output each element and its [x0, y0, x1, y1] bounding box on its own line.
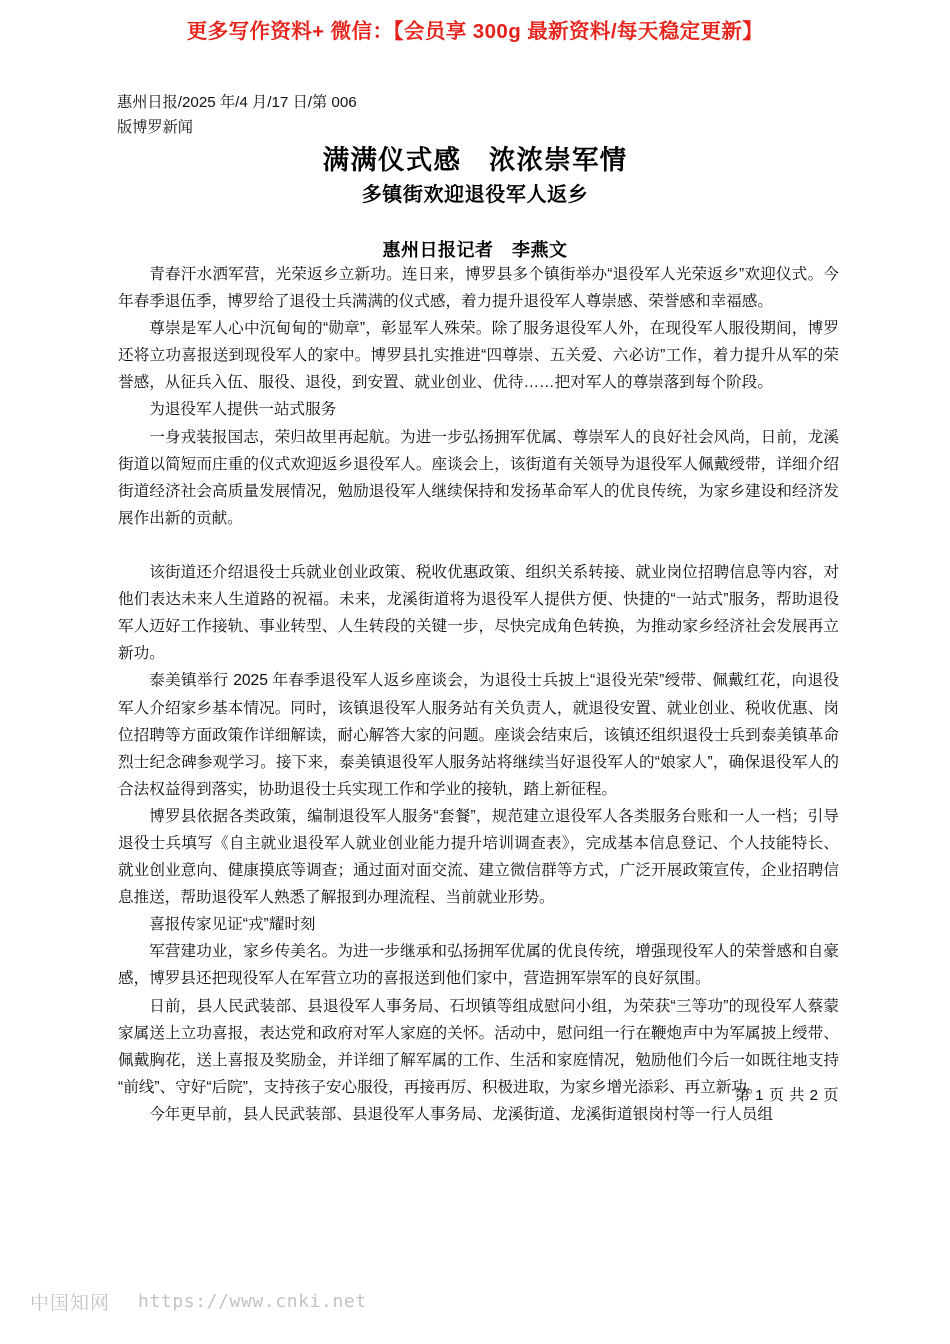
paragraph: 泰美镇举行 2025 年春季退役军人返乡座谈会，为退役士兵披上“退役光荣”绶带、佩戴红花，向退役军人介绍家乡基本情况。同时，该镇退役军人服务站有关负责人，就退役安置、就业创业、税收优惠、岗位招聘等方面政策作详细解读，耐心解答大家的问题。座谈会结束后，该镇还组织退役士兵到泰美镇革命烈士纪念碑参观学习。接下来，泰美镇退役军人服务站将继续当好退役军人的“娘家人”，确保退役军人的合法权益得到落实，协助退役士兵实现工作和学业的接轨，踏上新征程。 [118, 672, 839, 798]
paragraph: 尊崇是军人心中沉甸甸的“勋章”，彰显军人殊荣。除了服务退役军人外，在现役军人服役期间，博罗还将立功喜报送到现役军人的家中。博罗县扎实推进“四尊崇、五关爱、六必访”工作，着力提升从军的荣誉感，从征兵入伍、服役、退役，到安置、就业创业、优待……把对军人的尊崇落到每个阶段。 [118, 320, 839, 392]
page-number-footer: 第 1 页 共 2 页 [734, 1087, 839, 1104]
masthead [117, 90, 717, 140]
section-subheading: 为退役军人提供一站式服务 [149, 401, 337, 419]
section-subheading: 喜报传家见证“戎”耀时刻 [149, 916, 316, 934]
paragraph: 博罗县依据各类政策，编制退役军人服务“套餐”，规范建立退役军人各类服务台账和一人一档；引导退役士兵填写《自主就业退役军人就业创业能力提升培训调查表》，完成基本信息登记、个人技能特长、就业创业意向、健康摸底等调查；通过面对面交流、建立微信群等方式，广泛开展政策宣传，企业招聘信息推送，帮助退役军人熟悉了解报到办理流程、当前就业形势。 [118, 807, 839, 907]
masthead-line-1: 惠州日报/2025 年/4 月/17 日/第 006 [117, 94, 357, 111]
masthead-line-2: 版博罗新闻 [117, 119, 193, 136]
cnki-url-text: https://www.cnki.net [138, 1291, 367, 1312]
paragraph: 一身戎装报国志，荣归故里再起航。为进一步弘扬拥军优属、尊崇军人的良好社会风尚，日前，龙溪街道以简短而庄重的仪式欢迎返乡退役军人。座谈会上，该街道有关领导为退役军人佩戴绶带，详细介绍街道经济社会高质量发展情况，勉励退役军人继续保持和发扬革命军人的优良传统，为家乡建设和经济发展作出新的贡献。 [118, 428, 839, 527]
paragraph: 今年更早前，县人民武装部、县退役军人事务局、龙溪街道、龙溪街道银岗村等一行人员组 [149, 1105, 773, 1123]
paragraph: 军营建功业，家乡传美名。为进一步继承和弘扬拥军优属的优良传统，增强现役军人的荣誉感和自豪感，博罗县还把现役军人在军营立功的喜报送到他们家中，营造拥军崇军的良好氛围。 [118, 943, 839, 988]
paragraph: 日前，县人民武装部、县退役军人事务局、石坝镇等组成慰问小组，为荣获“三等功”的现役军人蔡蒙家属送上立功喜报，表达党和政府对军人家庭的关怀。活动中，慰问组一行在鞭炮声中为军属披上绶带、佩戴胸花，送上喜报及奖励金，并详细了解军属的工作、生活和家庭情况，勉励他们今后一如既往地支持“前线”、守好“后院”，支持孩子安心服役，再接再厉、积极进取，为家乡增光添彩、再立新功。 [118, 997, 839, 1096]
headline-block [0, 142, 950, 262]
cnki-watermark [30, 1288, 367, 1315]
page-title: 满满仪式感 浓浓崇军情 [322, 145, 628, 175]
article-body [118, 261, 839, 1128]
promo-banner-text: 更多写作资料+ 微信：【会员享 300g 最新资料/每天稳定更新】 [186, 20, 764, 43]
cnki-logo-text: 中国知网 [30, 1292, 111, 1314]
byline: 惠州日报记者 李燕文 [382, 240, 568, 260]
page-subtitle: 多镇街欢迎退役军人返乡 [361, 184, 589, 206]
paragraph: 青春汗水洒军营，光荣返乡立新功。连日来，博罗县多个镇街举办“退役军人光荣返乡”欢迎仪式。今年春季退伍季，博罗给了退役士兵满满的仪式感，着力提升退役军人尊崇感、荣誉感和幸福感。 [118, 266, 839, 311]
paragraph: 该街道还介绍退役士兵就业创业政策、税收优惠政策、组织关系转接、就业岗位招聘信息等内容，对他们表达未来人生道路的祝福。未来，龙溪街道将为退役军人提供方便、快捷的“一站式”服务，帮助退役军人迈好工作接轨、事业转型、人生转段的关键一步，尽快完成角色转换，为推动家乡经济社会发展再立新功。 [118, 564, 839, 663]
